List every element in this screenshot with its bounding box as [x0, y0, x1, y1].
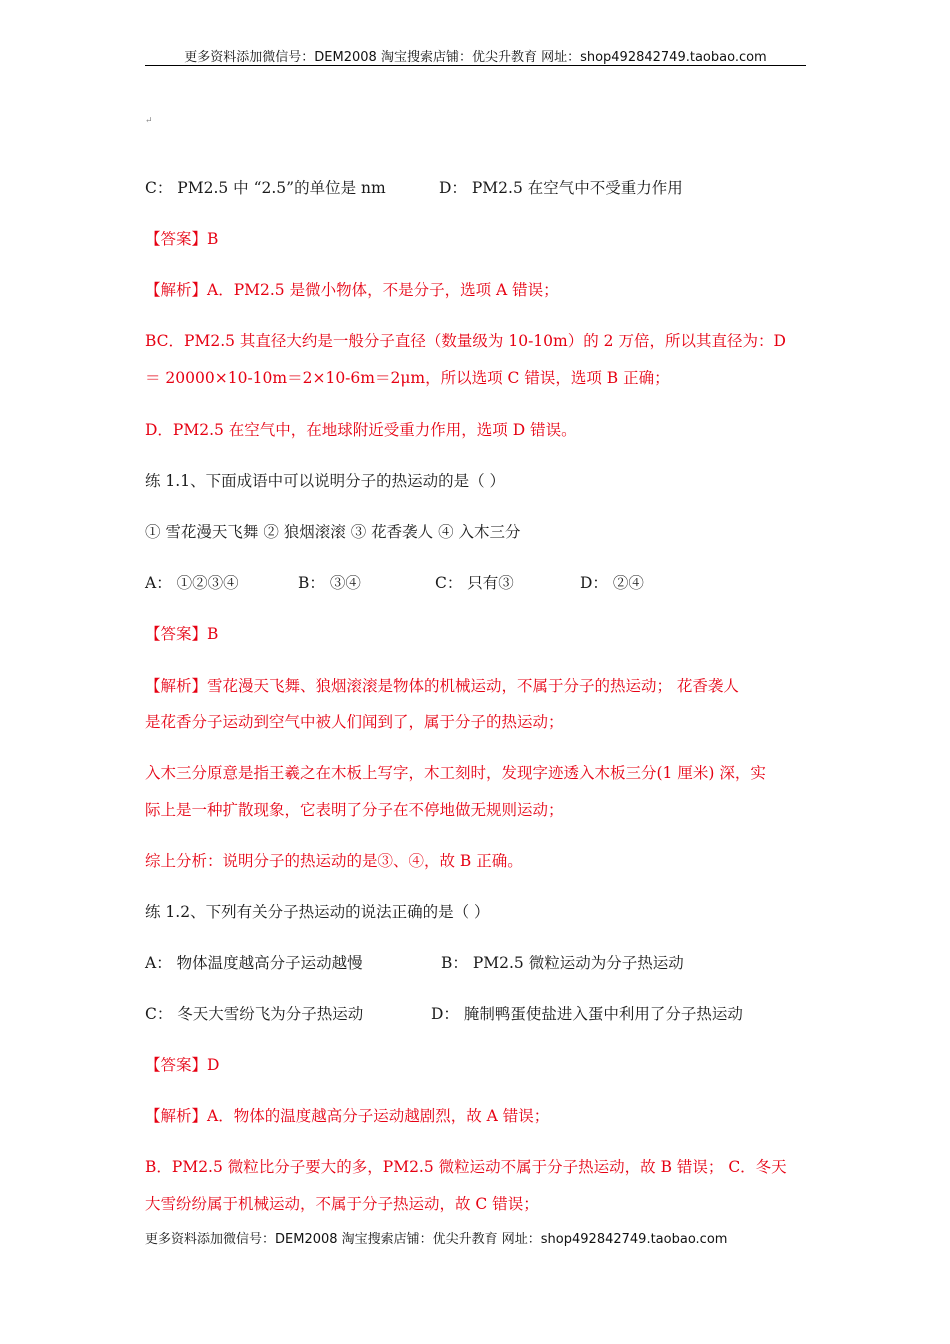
header-rule: [145, 65, 806, 66]
option-c: C： 冬天大雪纷飞为分子热运动: [145, 1005, 364, 1023]
answer-3: 【答案】D: [145, 1056, 220, 1074]
analysis-2-line1: 【解析】雪花漫天飞舞、狼烟滚滚是物体的机械运动，不属于分子的热运动； 花香袭人: [145, 677, 739, 695]
option-b: B： ③④: [298, 574, 361, 592]
analysis-2-line4: 际上是一种扩散现象，它表明了分子在不停地做无规则运动；: [145, 801, 564, 819]
page-footer: 更多资料添加微信号：DEM2008 淘宝搜索店铺：优尖升教育 网址：shop492842749.taobao.com: [145, 1232, 728, 1247]
option-d: D： 腌制鸭蛋使盐进入蛋中利用了分子热运动: [431, 1005, 743, 1023]
question-1-1: 练 1.1、下面成语中可以说明分子的热运动的是（ ）: [145, 472, 506, 490]
analysis-2-summary: 综上分析：说明分子的热运动的是③、④，故 B 正确。: [145, 852, 523, 870]
analysis-1-bc-line1: BC．PM2.5 其直径大约是一般分子直径（数量级为 10-10m）的 2 万倍，所以其直径为：D: [145, 332, 786, 350]
analysis-3-bc-line2: 大雪纷纷属于机械运动，不属于分子热运动，故 C 错误；: [145, 1195, 539, 1213]
option-c: C： PM2.5 中 “2.5”的单位是 nm: [145, 179, 386, 197]
option-a: A： ①②③④: [145, 574, 239, 592]
analysis-1-bc-line2: ＝ 20000×10-10m＝2×10-6m＝2μm，所以选项 C 错误，选项 B 正确；: [145, 369, 670, 387]
paragraph-mark: ↵: [145, 116, 153, 126]
page-header: 更多资料添加微信号：DEM2008 淘宝搜索店铺：优尖升教育 网址：shop492842749.taobao.com: [184, 50, 767, 65]
answer-1: 【答案】B: [145, 230, 219, 248]
analysis-2-line3: 入木三分原意是指王羲之在木板上写字，木工刻时，发现字迹透入木板三分(1 厘米) 深，实: [145, 764, 766, 782]
analysis-3-a: 【解析】A．物体的温度越高分子运动越剧烈，故 A 错误；: [145, 1107, 550, 1125]
option-b: B： PM2.5 微粒运动为分子热运动: [441, 954, 684, 972]
analysis-2-line2: 是花香分子运动到空气中被人们闻到了，属于分子的热运动；: [145, 713, 564, 731]
analysis-1-d: D．PM2.5 在空气中，在地球附近受重力作用，选项 D 错误。: [145, 421, 577, 439]
option-d: D： PM2.5 在空气中不受重力作用: [439, 179, 683, 197]
option-d: D： ②④: [580, 574, 644, 592]
analysis-3-bc-line1: B．PM2.5 微粒比分子要大的多，PM2.5 微粒运动不属于分子热运动，故 B 错误； C．冬天: [145, 1158, 787, 1176]
option-c: C： 只有③: [435, 574, 514, 592]
analysis-1-a: 【解析】A．PM2.5 是微小物体，不是分子，选项 A 错误；: [145, 281, 559, 299]
answer-2: 【答案】B: [145, 625, 219, 643]
option-a: A： 物体温度越高分子运动越慢: [145, 954, 363, 972]
question-1-2: 练 1.2、下列有关分子热运动的说法正确的是（ ）: [145, 903, 490, 921]
question-1-1-items: ① 雪花漫天飞舞 ② 狼烟滚滚 ③ 花香袭人 ④ 入木三分: [145, 523, 521, 541]
